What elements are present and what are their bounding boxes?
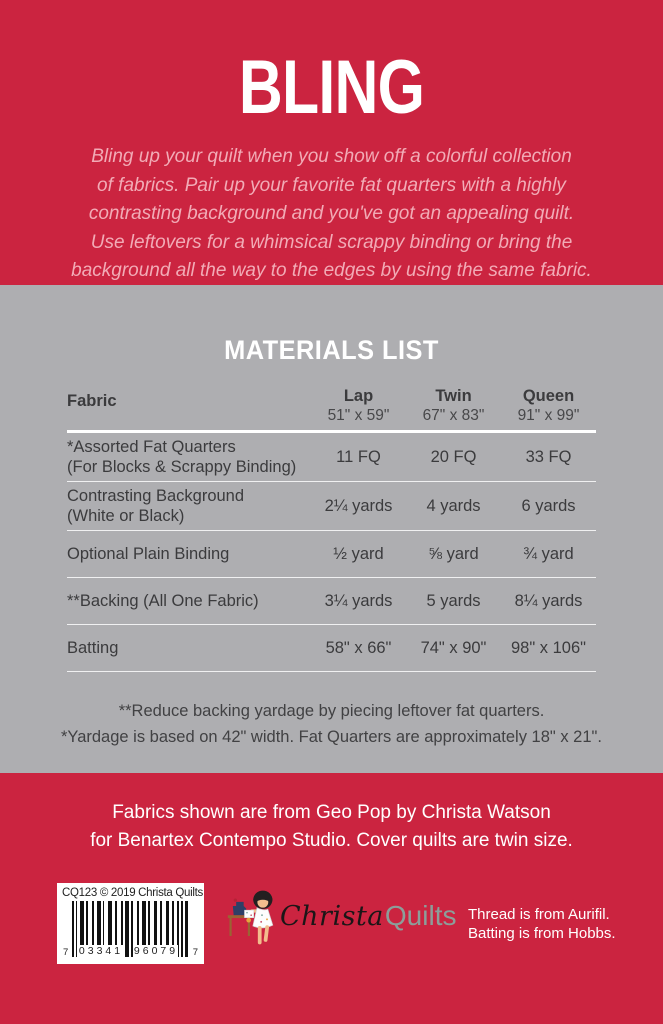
table-footnotes — [0, 698, 663, 750]
table-row — [67, 578, 596, 625]
barcode-digit-left: 7 — [63, 947, 69, 958]
fabric-label-main: Batting — [67, 639, 119, 657]
materials-list-heading: MATERIALS LIST — [224, 335, 439, 365]
description-line: of fabrics. Pair up your favorite fat quarters with a highly — [97, 174, 566, 196]
lap-value: 58" x 66" — [325, 638, 392, 657]
table-row — [67, 625, 596, 672]
twin-value: 20 FQ — [430, 447, 477, 466]
description-line: contrasting background and you've got an appealing quilt. — [88, 203, 575, 224]
barcode-label: CQ123 © 2019 Christa Quilts — [62, 887, 203, 899]
size-dimensions: 91" x 99" — [517, 407, 580, 424]
column-header-queen — [501, 387, 596, 425]
lap-value: ½ yard — [333, 544, 384, 563]
description-line: background all the way to the edges by using the same fabric. — [71, 260, 592, 281]
size-name: Queen — [522, 387, 575, 405]
barcode-digits-group2: 96079 — [133, 945, 179, 957]
fabric-label-main: *Assorted Fat Quarters — [67, 438, 236, 456]
fabric-label — [67, 634, 311, 662]
footer-row — [0, 881, 663, 976]
twin-value: 74" x 90" — [420, 638, 487, 657]
table-row — [67, 433, 596, 482]
fabric-credit — [0, 773, 663, 855]
table-row — [67, 531, 596, 578]
table-row — [67, 482, 596, 531]
materials-table — [67, 387, 596, 672]
size-name: Lap — [343, 387, 374, 405]
description-line: Use leftovers for a whimsical scrappy binding or bring the — [90, 231, 573, 253]
logo-word-christa: Christa — [280, 901, 384, 932]
queen-value: 8¼ yards — [514, 591, 583, 610]
credit-line: Fabrics shown are from Geo Pop by Christa Watson — [112, 802, 551, 823]
girl-sewing-logo-icon — [227, 885, 277, 947]
fabric-label — [67, 540, 311, 568]
thread-line: Thread is from Aurifil. — [468, 906, 610, 923]
top-red-panel — [0, 0, 663, 285]
barcode — [57, 883, 204, 964]
queen-value: 6 yards — [521, 496, 576, 515]
column-header-lap — [311, 387, 406, 425]
fabric-label-sub: (White or Black) — [67, 507, 185, 525]
credit-line: for Benartex Contempo Studio. Cover quilts are twin size. — [90, 830, 573, 851]
logo-wordmark — [280, 900, 456, 932]
queen-value: 98" x 106" — [510, 638, 586, 657]
twin-value: 4 yards — [426, 496, 481, 515]
footnote-yardage: *Yardage is based on 42" width. Fat Quarters are approximately 18" x 21". — [61, 728, 602, 746]
batting-line: Batting is from Hobbs. — [468, 924, 616, 942]
barcode-digit-right: 7 — [192, 947, 198, 958]
fabric-label-main: Optional Plain Binding — [67, 545, 230, 563]
twin-value: ⅝ yard — [428, 544, 479, 563]
fabric-label — [67, 482, 311, 530]
size-name: Twin — [435, 387, 472, 405]
fabric-label — [67, 587, 311, 615]
christa-quilts-logo — [227, 885, 456, 947]
fabric-label — [67, 433, 311, 481]
lap-value: 11 FQ — [336, 447, 381, 466]
size-dimensions: 51" x 59" — [327, 407, 390, 424]
bottom-red-panel — [0, 773, 663, 1024]
materials-panel — [0, 285, 663, 773]
fabric-label-sub: (For Blocks & Scrappy Binding) — [67, 458, 297, 476]
queen-value: ¾ yard — [523, 544, 574, 563]
lap-value: 2¼ yards — [324, 496, 393, 515]
column-header-fabric: Fabric — [67, 392, 117, 410]
thread-batting-note — [468, 906, 616, 943]
materials-table-header — [67, 387, 596, 433]
pattern-title: BLING — [238, 45, 425, 130]
pattern-description — [0, 143, 663, 286]
barcode-digits-group1: 03341 — [78, 945, 124, 957]
queen-value: 33 FQ — [525, 447, 572, 466]
twin-value: 5 yards — [426, 591, 481, 610]
size-dimensions: 67" x 83" — [422, 407, 485, 424]
barcode-bars-area — [63, 901, 198, 958]
footnote-backing: **Reduce backing yardage by piecing leftover fat quarters. — [118, 702, 545, 720]
fabric-label-main: Contrasting Background — [67, 487, 245, 505]
logo-word-quilts: Quilts — [384, 900, 457, 931]
lap-value: 3¼ yards — [324, 591, 393, 610]
fabric-label-main: **Backing (All One Fabric) — [67, 592, 259, 610]
description-line: Bling up your quilt when you show off a colorful collection — [91, 146, 572, 167]
column-header-twin — [406, 387, 501, 425]
